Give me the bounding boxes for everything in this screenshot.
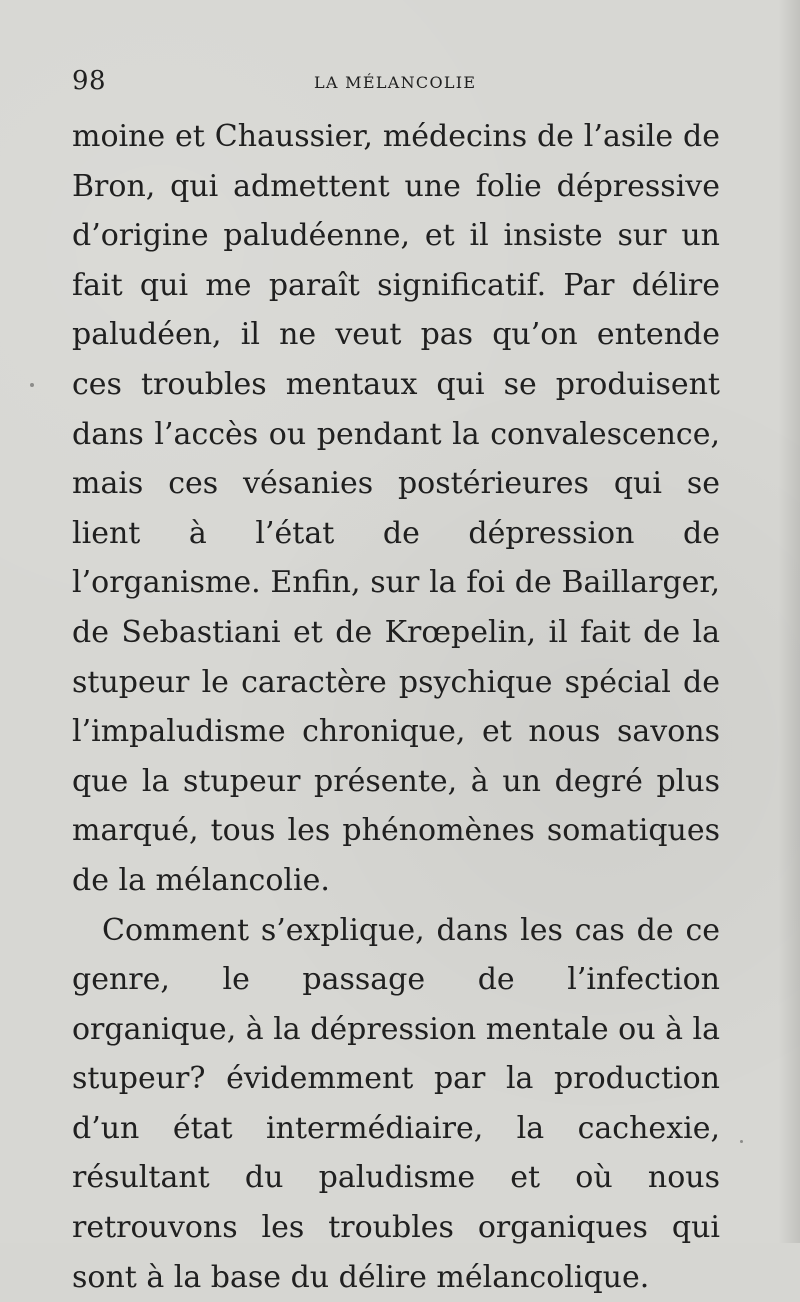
- body-text: [72, 112, 720, 1302]
- page-header: [72, 66, 722, 96]
- page-number: 98: [72, 66, 106, 96]
- paragraph-1: moine et Chaussier, médecins de l’asile de Bron, qui admettent une folie dépressive d’origine paludéenne, et il insiste sur un fait qui me paraît significatif. Par délire paludéen, il ne veut pas qu’on entende ces troubles mentaux qui se produisent dans l’accès ou pendant la convalescence, mais ces vésanies postérieures qui se lient à l’état de dépression de l’organisme. Enfin, sur la foi de Baillarger, de Sebastiani et de Krœpelin, il fait de la stupeur le caractère psychique spécial de l’impaludisme chronique, et nous savons que la stupeur présente, à un degré plus marqué, tous les phénomènes somatiques de la mélancolie.: [72, 112, 720, 906]
- paper-speck: [740, 1140, 743, 1143]
- running-title: LA MÉLANCOLIE: [314, 74, 476, 92]
- page-edge-shadow: [778, 0, 800, 1243]
- paragraph-2: Comment s’explique, dans les cas de ce genre, le passage de l’infection organique, à la dépression mentale ou à la stupeur? évidemment par la production d’un état intermédiaire, la cachexie, résultant du paludisme et où nous retrouvons les troubles organiques qui sont à la base du délire mélancolique.: [72, 906, 720, 1302]
- paper-speck: [30, 383, 34, 387]
